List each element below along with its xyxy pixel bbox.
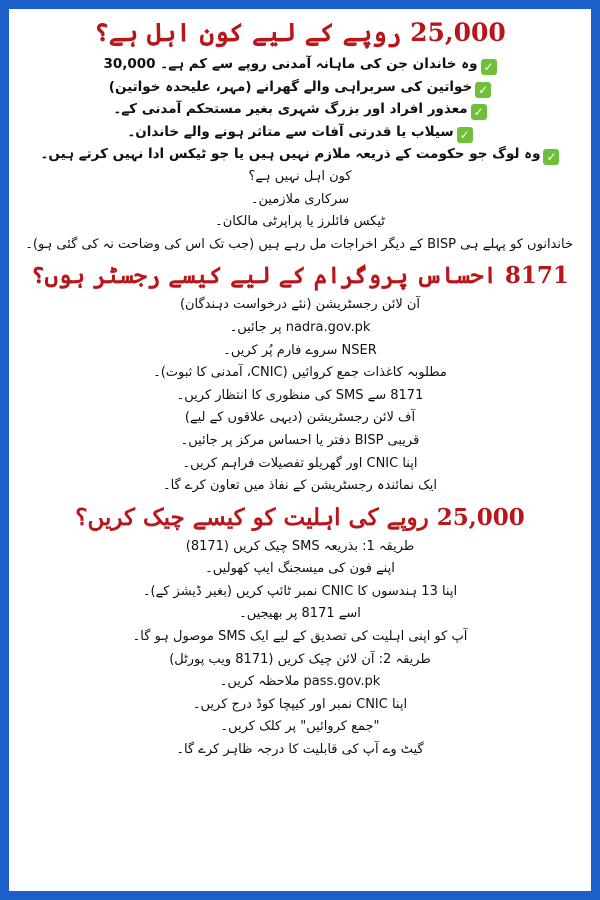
- check-step: گیٹ وے آپ کی قابلیت کا درجہ ظاہر کرے گا۔: [176, 742, 424, 758]
- eligibility-item: ✓خواتین کی سربراہی والے گھرانے (مہر، علیحدہ خواتین): [27, 76, 573, 99]
- registration-step: قریبی BISP دفتر یا احساس مرکز پر جائیں۔: [180, 432, 420, 448]
- registration-step: nadra.gov.pk پر جائیں۔: [229, 319, 371, 335]
- eligibility-item: ✓سیلاب یا قدرتی آفات سے متاثر ہونے والے خاندان۔: [27, 121, 573, 144]
- check-icon: ✓: [471, 104, 487, 120]
- registration-step: اپنا CNIC اور گھریلو تفصیلات فراہم کریں۔: [182, 455, 418, 471]
- registration-step: آف لائن رجسٹریشن (دیہی علاقوں کے لیے): [184, 410, 416, 426]
- not-eligible-item: خاندانوں کو پہلے ہی BISP کے دیگر اخراجات مل رہے ہیں (جب تک اس کی وضاحت نہ کی گئی ہو)۔: [25, 236, 573, 252]
- eligibility-heading: 25,000 روپے کے لیے کون اہل ہے؟: [94, 18, 506, 47]
- eligibility-item: ✓وہ لوگ جو حکومت کے ذریعہ ملازم نہیں ہیں یا جو ٹیکس ادا نہیں کرتے ہیں۔: [27, 143, 573, 166]
- check-step: طریقہ 2: آن لائن چیک کریں (8171 ویب پورٹل): [169, 651, 431, 667]
- check-step: اپنے فون کی میسجنگ ایپ کھولیں۔: [205, 561, 395, 577]
- check-step: آپ کو اپنی اہلیت کی تصدیق کے لیے ایک SMS موصول ہو گا۔: [132, 629, 468, 645]
- registration-heading: 8171 احساس پروگرام کے لیے کیسے رجسٹر ہوں؟: [31, 262, 569, 290]
- check-icon: ✓: [481, 59, 497, 75]
- registration-step: NSER سروے فارم پُر کریں۔: [223, 342, 377, 358]
- check-step: "جمع کروائیں" پر کلک کریں۔: [220, 719, 380, 735]
- registration-step: آن لائن رجسٹریشن (نئے درخواست دہندگان): [179, 297, 421, 313]
- check-icon: ✓: [457, 127, 473, 143]
- eligibility-item: ✓معذور افراد اور بزرگ شہری بغیر مستحکم آمدنی کے۔: [27, 98, 573, 121]
- registration-step: ایک نمائندہ رجسٹریشن کے نفاذ میں تعاون کرے گا۔: [162, 478, 438, 494]
- not-eligible-item: سرکاری ملازمین۔: [250, 191, 350, 207]
- check-step: اپنا CNIC نمبر اور کیپچا کوڈ درج کریں۔: [192, 696, 408, 712]
- check-step: اسے 8171 پر بھیجیں۔: [239, 606, 361, 622]
- check-icon: ✓: [543, 149, 559, 165]
- document-body: [9, 9, 591, 762]
- not-eligible-item: ٹیکس فائلرز یا پراپرٹی مالکان۔: [215, 214, 385, 230]
- registration-step: مطلوبہ کاغذات جمع کروائیں (CNIC، آمدنی کا ثبوت)۔: [153, 365, 447, 381]
- check-step: طریقہ 1: بذریعہ SMS چیک کریں (8171): [185, 538, 415, 554]
- eligibility-item: ✓وہ خاندان جن کی ماہانہ آمدنی روپے سے کم ہے۔ 30,000: [27, 53, 573, 76]
- check-step: اپنا 13 ہندسوں کا CNIC نمبر ٹائپ کریں (بغیر ڈیشز کے)۔: [142, 583, 458, 599]
- check-icon: ✓: [475, 82, 491, 98]
- check-eligibility-heading: 25,000 روپے کی اہلیت کو کیسے چیک کریں؟: [75, 503, 525, 531]
- check-step: pass.gov.pk ملاحظہ کریں۔: [219, 674, 381, 690]
- not-eligible-heading: کون اہل نہیں ہے؟: [248, 168, 352, 184]
- registration-step: 8171 سے SMS کی منظوری کا انتظار کریں۔: [176, 387, 424, 403]
